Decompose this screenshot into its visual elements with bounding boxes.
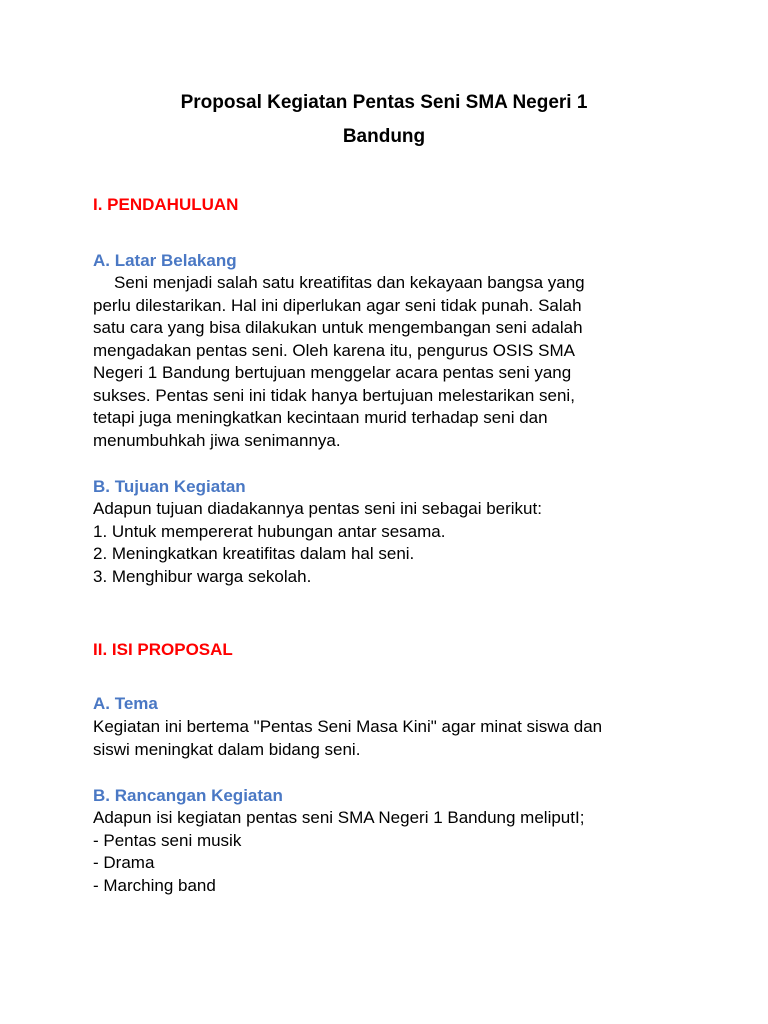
text-line: menumbuhkah jiwa senimannya. bbox=[93, 430, 341, 450]
sub-heading-tujuan-kegiatan: B. Tujuan Kegiatan bbox=[93, 477, 246, 496]
document-title bbox=[0, 86, 768, 154]
text-line: Seni menjadi salah satu kreatifitas dan kekayaan bangsa yang bbox=[114, 273, 585, 292]
sub-heading-rancangan-kegiatan: B. Rancangan Kegiatan bbox=[93, 786, 283, 805]
text-line: siswi meningkat dalam bidang seni. bbox=[93, 739, 361, 759]
text-line: Kegiatan ini bertema "Pentas Seni Masa Kini" agar minat siswa dan bbox=[93, 717, 603, 736]
list-item: 1. Untuk mempererat hubungan antar sesama. bbox=[93, 521, 446, 541]
list-item: - Marching band bbox=[93, 875, 216, 895]
text-line: perlu dilestarikan. Hal ini diperlukan agar seni tidak punah. Salah bbox=[93, 295, 582, 315]
text-line: mengadakan pentas seni. Oleh karena itu, pengurus OSIS SMA bbox=[93, 340, 575, 360]
text-line: sukses. Pentas seni ini tidak hanya bertujuan melestarikan seni, bbox=[93, 385, 575, 405]
list-item: - Drama bbox=[93, 853, 155, 872]
paragraph-tujuan-kegiatan bbox=[93, 498, 693, 588]
paragraph-latar-belakang bbox=[93, 272, 693, 452]
section-heading-pendahuluan: I. PENDAHULUAN bbox=[93, 195, 239, 214]
list-item: - Pentas seni musik bbox=[93, 830, 242, 850]
paragraph-tema bbox=[93, 716, 693, 761]
text-line: Adapun isi kegiatan pentas seni SMA Negeri 1 Bandung meliputI; bbox=[93, 808, 585, 827]
sub-heading-tema: A. Tema bbox=[93, 694, 158, 713]
list-item: 3. Menghibur warga sekolah. bbox=[93, 566, 312, 586]
text-line: satu cara yang bisa dilakukan untuk mengembangan seni adalah bbox=[93, 318, 583, 337]
title-line-2: Bandung bbox=[342, 126, 426, 147]
paragraph-rancangan-kegiatan bbox=[93, 807, 693, 897]
sub-heading-latar-belakang: A. Latar Belakang bbox=[93, 251, 237, 270]
text-line: Negeri 1 Bandung bertujuan menggelar acara pentas seni yang bbox=[93, 363, 572, 382]
text-line: tetapi juga meningkatkan kecintaan murid terhadap seni dan bbox=[93, 408, 548, 427]
title-line-1: Proposal Kegiatan Pentas Seni SMA Negeri 1 bbox=[180, 92, 588, 113]
list-item: 2. Meningkatkan kreatifitas dalam hal seni. bbox=[93, 544, 415, 563]
section-heading-isi-proposal: II. ISI PROPOSAL bbox=[93, 640, 233, 659]
text-line: Adapun tujuan diadakannya pentas seni ini sebagai berikut: bbox=[93, 499, 542, 518]
